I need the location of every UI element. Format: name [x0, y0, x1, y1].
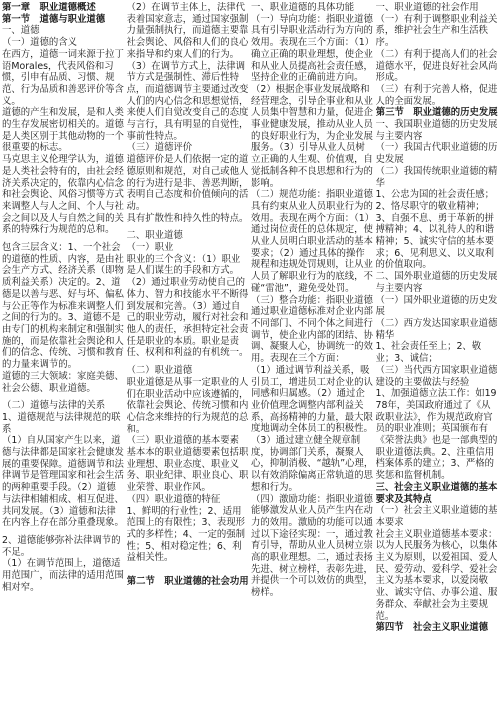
- paragraph: 一、道德: [2, 25, 40, 37]
- paragraph: 二、职业道德: [126, 230, 183, 242]
- paragraph: 1、社会责任至上；2、敬业；3、诚信；: [375, 341, 482, 365]
- section-heading: 第四节 社会主义职业道德: [375, 622, 489, 634]
- paragraph: 1、道德规范与法律规范的联系: [2, 411, 121, 435]
- paragraph: （三）道德评价: [126, 142, 193, 154]
- paragraph: 一、职业道德的具体功能: [251, 2, 355, 13]
- paragraph: 1、鲜明的行业性；2、适用范围上的有限性；3、表现形式的多样性；4、一定的强制性；5、相对稳定性；6、利益相关性。: [126, 505, 245, 564]
- paragraph: （四）职业道德的特征: [126, 493, 221, 505]
- paragraph: 1、加强道德立法工作：如1978年，美国政府通过了《从政职业法》，作为规范政府官员的职业准则；英国颁布有《荣誉法典》也是一部典型的职业道德法典。2、注重信用档案体系的建立；3、严格的奖惩和监督机制。: [375, 388, 498, 482]
- paragraph: （1）在调节范围上，道德适用范围广，而法律的适用范围相对窄。: [2, 558, 124, 593]
- paragraph: （二）道德与法律的关系: [2, 400, 106, 412]
- paragraph: 一、我国职业道德的历史发展与主要内容: [375, 119, 498, 142]
- paragraph: （三）当代西方国家职业道德建设的主要做法与经验: [375, 364, 498, 388]
- paragraph: （一）国外职业道德的历史发展: [375, 294, 498, 318]
- paragraph: 马克思主义伦理学认为，道德是人类社会特有的，由社会经济关系决定的，依靠内心信念和社会舆论、风俗习惯等方式来调整人与人之间、个人与社会之间以及人与自然之间的关系的特殊行为规范的总和。: [2, 154, 124, 236]
- paragraph: 道德的三大领域：家庭美德、社会公德、职业道德。: [2, 370, 124, 394]
- section-heading: 三、社会主义职业道德的基本要求及其特点: [375, 481, 498, 505]
- paragraph: （一）导向功能：指职业道德具有引导职业活动行为方向的效用。表现在三个方面：（1）确立正确的职业理想，使企业和从业人员提高社会责任感，坚持企业的正确前进方向。: [251, 13, 373, 84]
- paragraph: 职业道德是从事一定职业的人们在职业活动中应该遵循的，依靠社会舆论、传统习惯和内心信念来维持的行为规范的总和。: [126, 376, 249, 435]
- paragraph: （二）有利于提高人们的社会道德水平，促进良好社会风尚形成。: [375, 48, 498, 84]
- paragraph: （四）激励功能：指职业道德能够激发从业人员产生内在动力的效用。激励的功能可以通过以下途径实现：一，通过教育引导，帮助从业人员树立崇高的职业理想。二，通过表扬先进、树立榜样，表彰先进，并提供一个可以效仿的典型，榜样。: [251, 493, 373, 599]
- text-column-4: [376, 2, 499, 708]
- text-column-1: [2, 2, 125, 708]
- section-heading: 第三节 职业道德的历史发展: [375, 107, 498, 119]
- paragraph: （2）在调节主体上，法律代表着国家意志，通过国家强制力量强制执行，而道德主要靠社会舆论、风俗和人们的良心来指导和约束人们的行为。: [126, 2, 249, 60]
- paragraph: 具有扩散性和持久性的特点。: [126, 212, 249, 224]
- paragraph: （一）道德的含义: [2, 37, 78, 49]
- paragraph: （1）自从国家产生以来，道德与法律都是国家社会健康发展的重要保障。道德调节和法律调节是管理国家和社会生活的两种重要手段。（2）道德与法律相辅相成、相互促进、共同发展。（3）道德和法律在内容上存在部分重叠现象。: [2, 435, 124, 529]
- paragraph: （3）在调节方式上，法律调节方式是强制性、滞后性特点，而道德调节主要通过改变人们的内心信念和思想觉悟，来使人们自觉改变自己的态度与言行，具有明显的自觉性，事前性特点。: [126, 60, 249, 142]
- paragraph: （三）整合功能：指职业道德通过职业道德标准对企业内部不同部门、不同个体之间进行调节，使企业内部的团结、协调、凝聚人心，协调统一的效用。表现在三个方面：: [251, 294, 373, 365]
- paragraph: （一）有利于调整职业利益关系，维护社会生产和生活秩序。: [375, 13, 498, 49]
- paragraph: 社会主义职业道德基本要求：以为人民服务为核心，以集体主义为原则，以爱祖国、爱人民、爱劳动、爱科学、爱社会主义为基本要求，以爱岗敬业、诚实守信、办事公道、服务群众、奉献社会为主要规范。: [375, 528, 498, 622]
- paragraph: 道德评价是人们依据一定的道德原则和规范，对自己或他人的行为进行是非、善恶判断，表明自己态度和价值倾向的活动。: [126, 154, 249, 212]
- paragraph: （二）西方发达国家职业道德精华: [375, 317, 498, 341]
- paragraph: 基本本的职业道德要素包括职业理想、职业态度、职业义务、职业纪律、职业良心、职业荣誉、职业作风。: [126, 447, 249, 494]
- paragraph: 职业的三个含义：（1）职业是人们谋生的手段和方式。（2）通过职业劳动使自己的体力、智力和技能水平不断得到发展和完善。（3）通过自己的职业劳动，履行对社会和他人的责任，承担特定社会责任是职业的本质。职业是责任、权利和利益的有机统一。: [126, 253, 249, 359]
- text-column-2: [127, 2, 250, 708]
- paragraph: （1）通过调节利益关系，吸引员工，增进员工对企业的认同感和归属感。（2）通过企业价值理念调整内部利益关系，高扬精神的力量，最大限度地调动全体员工的积极性。（3）通过建立健全规章制度，协调部门关系，凝聚人心，抑制消极、“越轨”心理，以有效消除偏离正常轨道的思想和行为。: [251, 364, 374, 493]
- paragraph: 一、职业道德的社会作用: [375, 2, 479, 13]
- paragraph: 道德的产生和发展，是和人类的生存发展密切相关的。道德是人类区别于其他动物的一个很重要的标志。: [2, 107, 124, 154]
- paragraph: （一）社会主义职业道德的基本要求: [375, 505, 498, 528]
- paragraph: 1、公忠为国的社会责任感；2、恪尽职守的敬业精神；3、自强不息、勇于革新的拼搏精神；4、以礼待人的和谐精神；5、诚实守信的基本要求；6、见利思义、以义取利的价值取向。: [375, 189, 494, 271]
- paragraph: （三）有利于完善人格，促进人的全面发展。: [375, 83, 498, 107]
- paragraph: （一）我国古代职业道德的历史发展: [375, 142, 498, 166]
- paragraph: （二）职业道德: [126, 365, 193, 377]
- paragraph: 在西方，道德一词来源于拉丁语Morales，代表风俗和习惯，引申有品质、习惯、规范、行为品质和善恶评价等含义。: [2, 48, 124, 107]
- paragraph: （二）我国传统职业道德的精华: [375, 165, 498, 189]
- paragraph: （2）根据企事业发展战略和经营理念，引导企事业和从业人员集中智慧和力量，促进企事业健康发展，推动从业人员的良好职业行为，为企业发展服务。（3）引导从业人员树立正确的人生观、价值观，自觉抵制各种不良思想和行为的影响。: [251, 83, 373, 189]
- paragraph: 包含三层含义：1、一个社会的道德的性质、内容，是由社会生产方式、经济关系（即物质利益关系）决定的。2、道德是以善与恶、好与坏、偏私与公正等作为标准来调整人们之间的行为的。3、道德不是由专门的机构来制定和强制实施的，而是依靠社会舆论和人们的信念、传统、习惯和教育的力量来调节的。: [2, 242, 124, 371]
- text-column-3: [251, 2, 374, 708]
- paragraph: （二）规范功能：指职业道德具有约束从业人员职业行为的效用。表现在两个方面：（1）通过岗位责任的总体规定，使从业人员明白职业活动的基本要求；（2）通过具体的操作规程和违规处罚规则，让从业人员了解职业行为的底线，不碰“雷池”，避免受处罚。: [251, 189, 373, 294]
- paragraph: 二、国外职业道德的历史发展与主要内容: [375, 271, 498, 294]
- section-heading: 第一章 职业道德概述: [2, 2, 96, 13]
- paragraph: 2、道德能够弥补法律调节的不足。: [2, 534, 121, 558]
- section-heading: 第一节 道德与职业道德: [2, 13, 106, 25]
- paragraph: （一）职业: [126, 242, 174, 254]
- paragraph: （三）职业道德的基本要素: [126, 435, 240, 447]
- section-heading: 第二节 职业道德的社会功用: [126, 576, 249, 588]
